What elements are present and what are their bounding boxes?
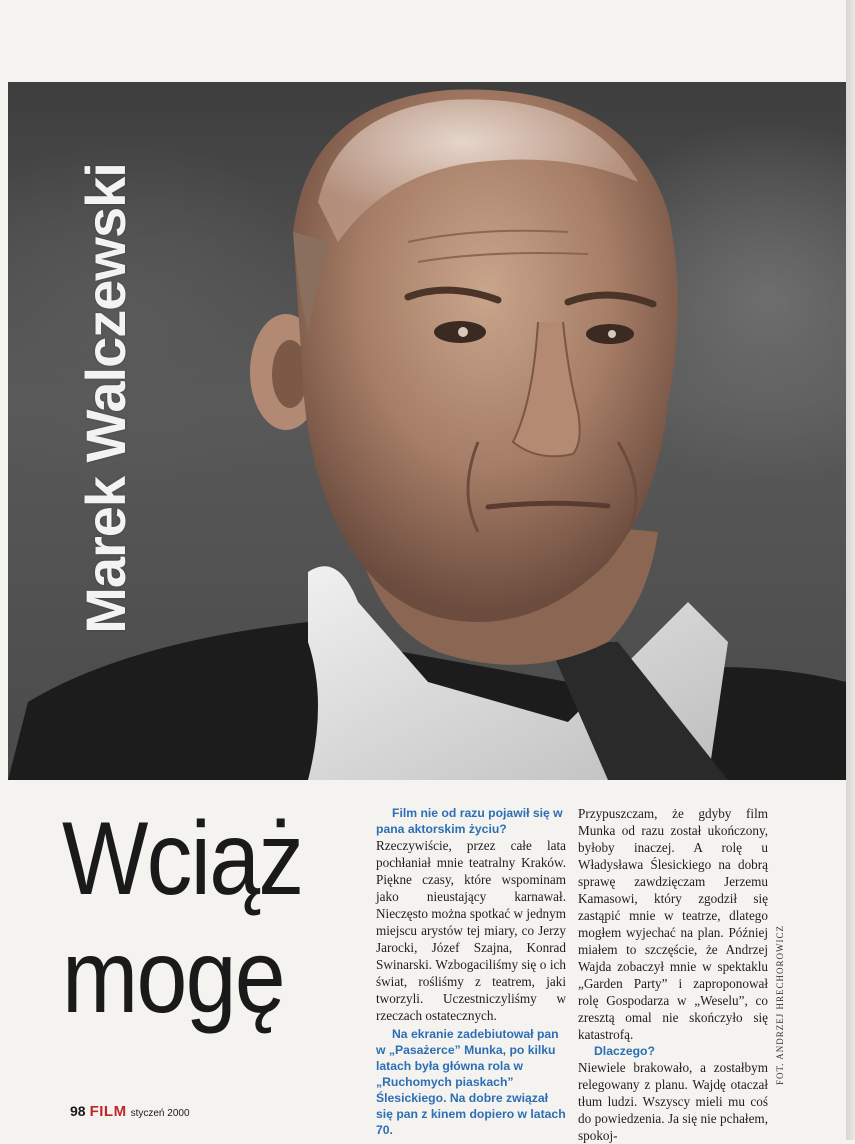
article-column-2 — [578, 805, 768, 1144]
photo-credit: FOT. ANDRZEJ HRECHOROWICZ — [775, 924, 785, 1086]
issue-date: styczeń 2000 — [130, 1108, 190, 1119]
question-1: Film nie od razu pojawił się w pana aktorskim życiu? — [376, 806, 563, 836]
headline-line-2: mogę — [62, 919, 284, 1035]
headline — [62, 800, 372, 1036]
article-column-1 — [376, 805, 566, 1138]
page-number: 98 — [70, 1103, 86, 1119]
question-3: Dlaczego? — [594, 1044, 655, 1058]
answer-2: Przypuszczam, że gdyby film Munka od razu został ukończony, byłoby inaczej. A rolę u Władysława Ślesickiego na dobrą sprawę zawdzięczam Jerzemu Kamasowi, który zgodził się zastąpić mnie w teatrze, dlatego mogłem wyjechać na plan. Później miałem to szczęście, że Andrzej Wajda zobaczył mnie w spektaklu „Garden Party” i zaproponował rolę Gospodarza w „Weselu”, co zresztą omal nie skończyło się katastrofą. — [578, 806, 768, 1042]
portrait-photo — [8, 82, 846, 780]
answer-1: Rzeczywiście, przez całe lata pochłaniał mnie teatralny Kraków. Piękne czasy, które wspominam jako nieustający karnawał. Nieczęsto można spotkać w jednym miejscu arystów tej miary, co Jerzy Jarocki, Józef Szajna, Konrad Swinarski. Wzbogaciliśmy się o ich świat, rośliśmy z teatrem, jaki tworzyli. Uczestniczyliśmy w rzeczach ostatecznych. — [376, 838, 566, 1023]
headline-line-1: Wciąż — [62, 801, 303, 917]
magazine-logo: FILM — [89, 1103, 127, 1120]
page-footer — [70, 1103, 190, 1120]
question-2: Na ekranie zadebiutował pan w „Pasażerce” Munka, po kilku latach była główna rola w „Ruchomych piaskach” Ślesickiego. Na dobre związał się pan z kinem dopiero w latach 70. — [376, 1027, 566, 1137]
photo-name-vertical: Marek Walczewski — [73, 162, 137, 634]
answer-3: Niewiele brakowało, a zostałbym relegowany z planu. Wajdę otaczał tłum ludzi. Wszyscy mieli mu coś do powiedzenia. Ja się nie pchałem, spokoj- — [578, 1060, 768, 1143]
page-edge — [846, 0, 855, 1140]
